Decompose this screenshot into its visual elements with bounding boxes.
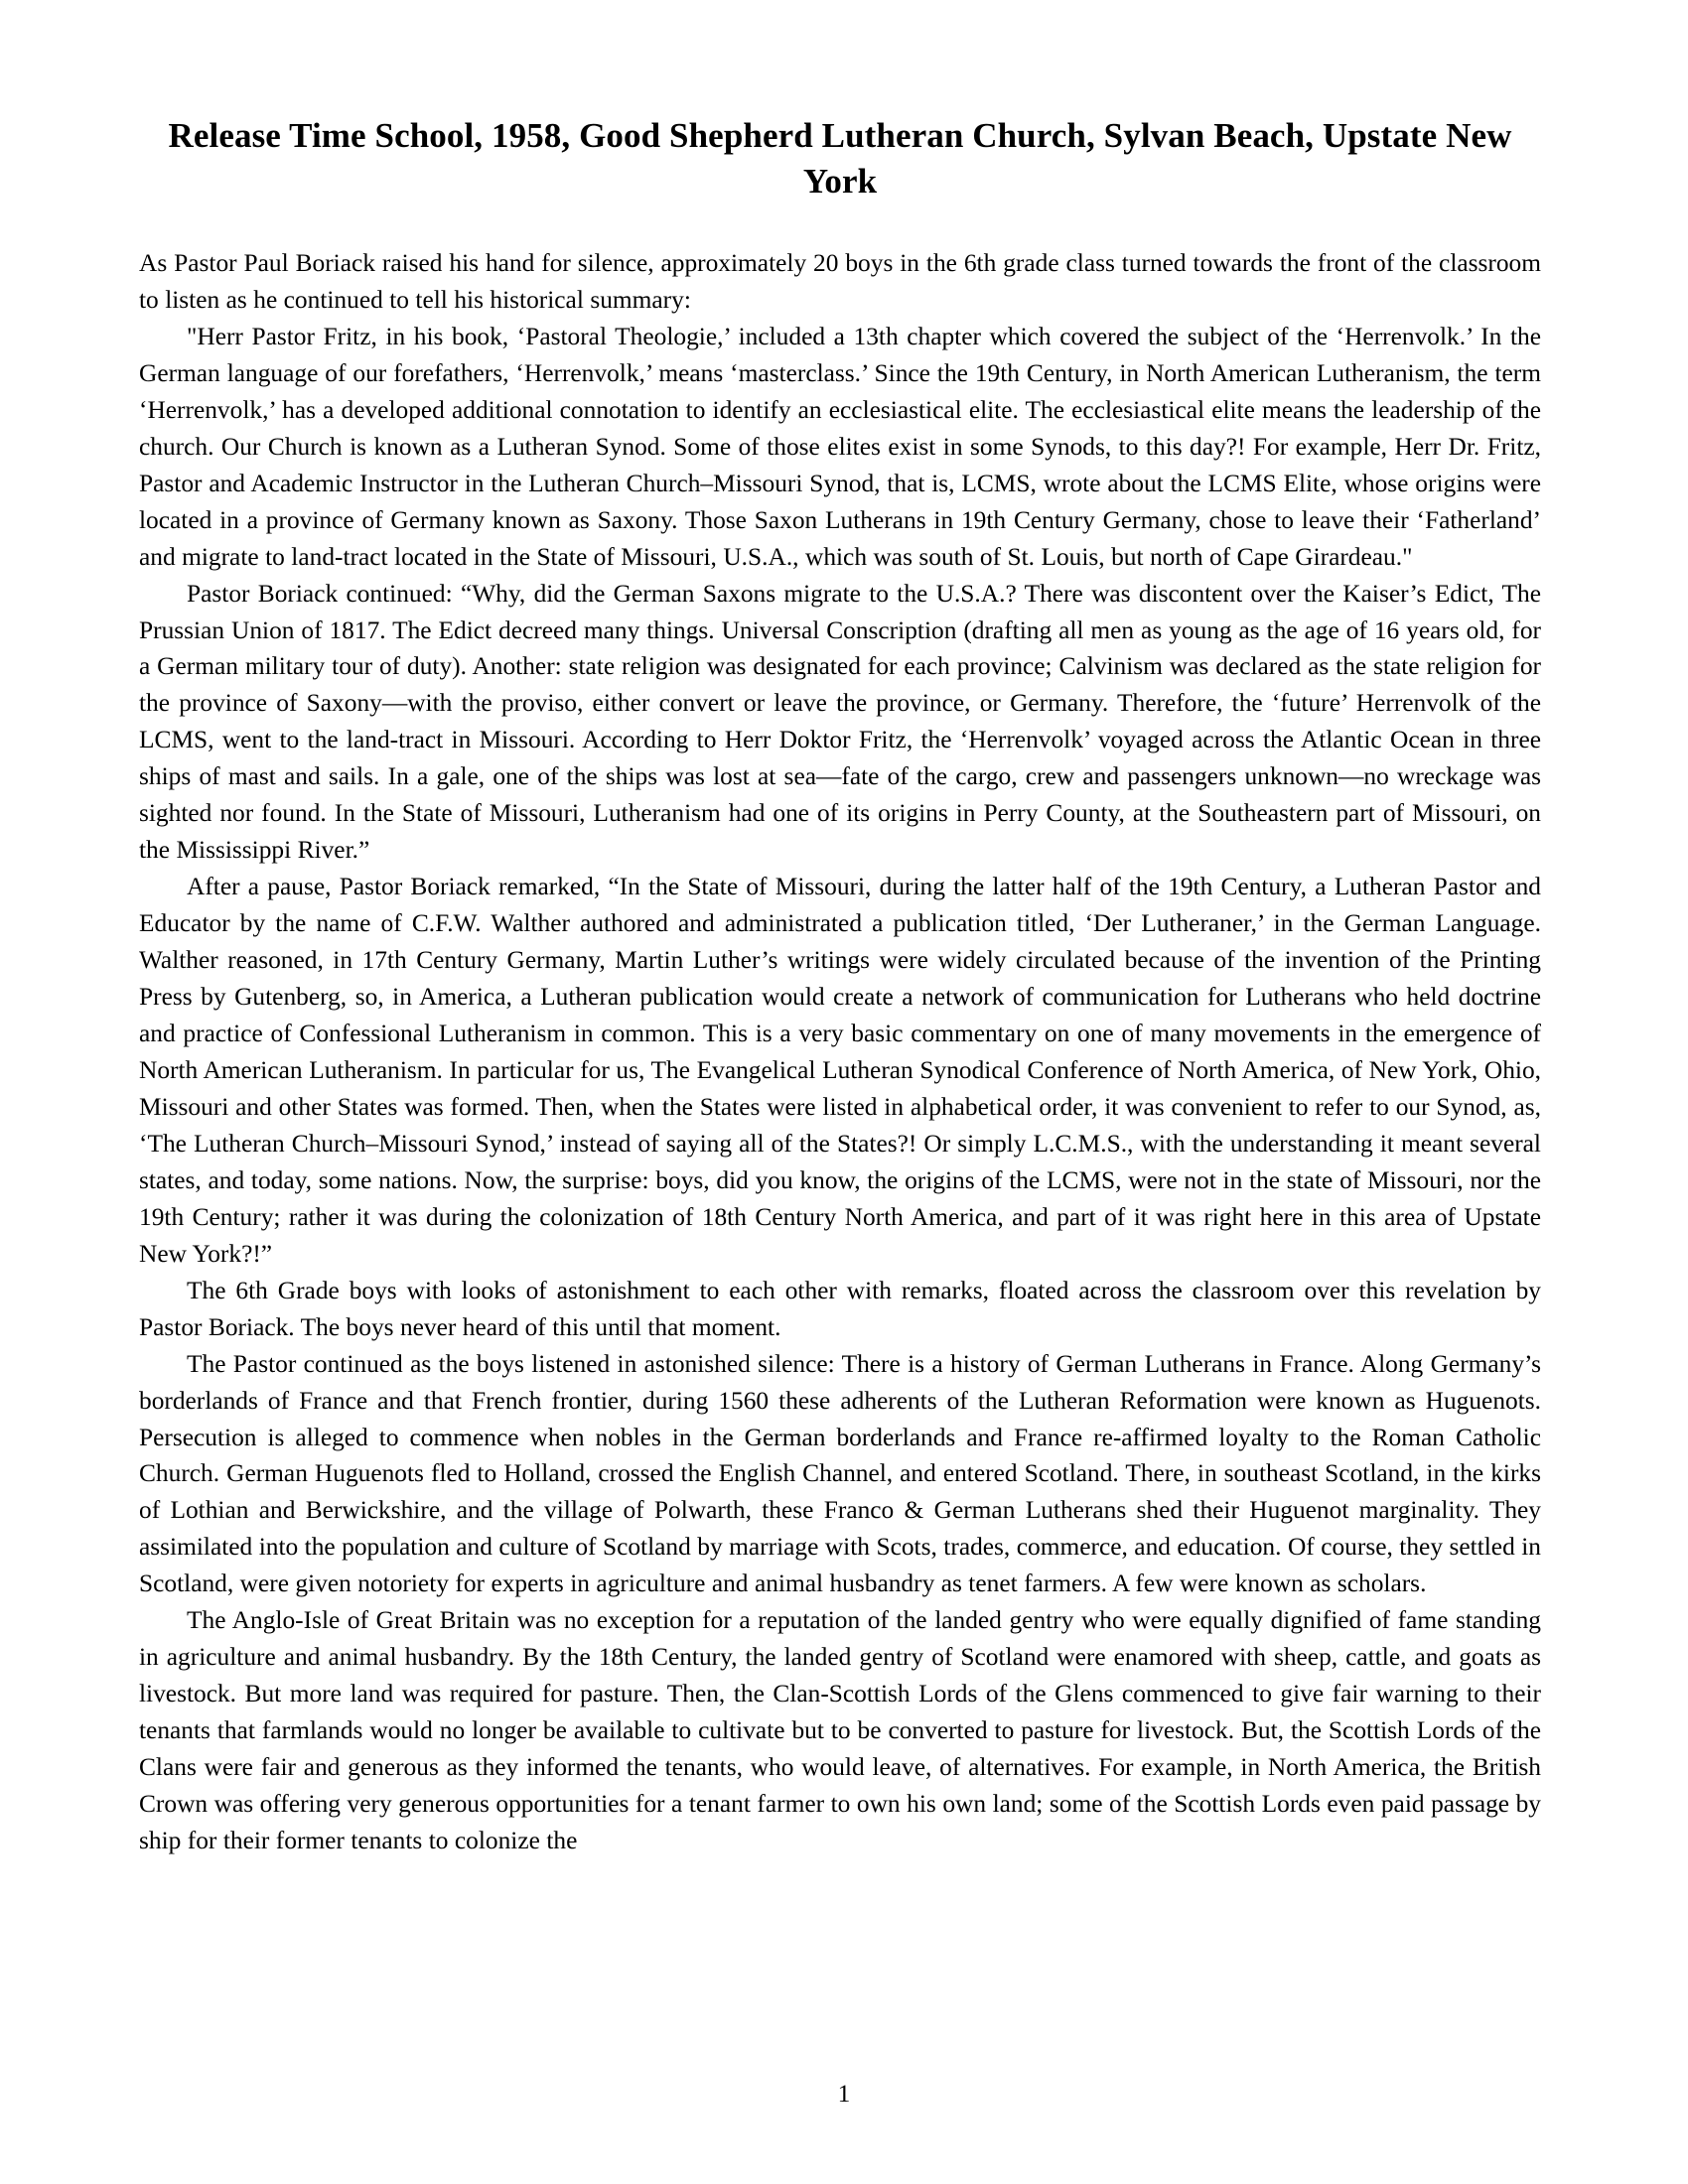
document-body [139,245,1541,1859]
page-number: 1 [837,2079,851,2108]
paragraph-2: "Herr Pastor Fritz, in his book, ‘Pastoral Theologie,’ included a 13th chapter which covered the subject of the ‘Herrenvolk.’ In the German language of our forefathers, ‘Herrenvolk,’ means ‘masterclass.’ Since the 19th Century, in North American Lutheranism, the term ‘Herrenvolk,’ has a developed additional connotation to identify an ecclesiastical elite. The ecclesiastical elite means the leadership of the church. Our Church is known as a Lutheran Synod. Some of those elites exist in some Synods, to this day?! For example, Herr Dr. Fritz, Pastor and Academic Instructor in the Lutheran Church–Missouri Synod, that is, LCMS, wrote about the LCMS Elite, whose origins were located in a province of Germany known as Saxony. Those Saxon Lutherans in 19th Century Germany, chose to leave their ‘Fatherland’ and migrate to land-tract located in the State of Missouri, U.S.A., which was south of St. Louis, but north of Cape Girardeau." [139,322,1541,571]
paragraph-4: After a pause, Pastor Boriack remarked, “In the State of Missouri, during the latter half of the 19th Century, a Lutheran Pastor and Educator by the name of C.F.W. Walther authored and administrated a publication titled, ‘Der Lutheraner,’ in the German Language. Walther reasoned, in 17th Century Germany, Martin Luther’s writings were widely circulated because of the invention of the Printing Press by Gutenberg, so, in America, a Lutheran publication would create a network of communication for Lutherans who held doctrine and practice of Confessional Lutheranism in common. This is a very basic commentary on one of many movements in the emergence of North American Lutheranism. In particular for us, The Evangelical Lutheran Synodical Conference of North America, of New York, Ohio, Missouri and other States was formed. Then, when the States were listed in alphabetical order, it was convenient to refer to our Synod, as, ‘The Lutheran Church–Missouri Synod,’ instead of saying all of the States?! Or simply L.C.M.S., with the understanding it meant several states, and today, some nations. Now, the surprise: boys, did you know, the origins of the LCMS, were not in the state of Missouri, nor the 19th Century; rather it was during the colonization of 18th Century North America, and part of it was right here in this area of Upstate New York?!” [139,873,1541,1268]
page-title: Release Time School, 1958, Good Shepherd Lutheran Church, Sylvan Beach, Upstate New York [168,116,1512,201]
paragraph-1: As Pastor Paul Boriack raised his hand for silence, approximately 20 boys in the 6th grade class turned towards the front of the classroom to listen as he continued to tell his historical summary: [139,249,1541,314]
paragraph-3: Pastor Boriack continued: “Why, did the German Saxons migrate to the U.S.A.? There was discontent over the Kaiser’s Edict, The Prussian Union of 1817. The Edict decreed many things. Universal Conscription (drafting all men as young as the age of 16 years old, for a German military tour of duty). Another: state religion was designated for each province; Calvinism was declared as the state religion for the province of Saxony—with the proviso, either convert or leave the province, or Germany. Therefore, the ‘future’ Herrenvolk of the LCMS, went to the land-tract in Missouri. According to Herr Doktor Fritz, the ‘Herrenvolk’ voyaged across the Atlantic Ocean in three ships of mast and sails. In a gale, one of the ships was lost at sea—fate of the cargo, crew and passengers unknown—no wreckage was sighted nor found. In the State of Missouri, Lutheranism had one of its origins in Perry County, at the Southeastern part of Missouri, on the Mississippi River.” [139,579,1541,865]
paragraph-5: The 6th Grade boys with looks of astonishment to each other with remarks, floated across the classroom over this revelation by Pastor Boriack. The boys never heard of this until that moment. [139,1276,1541,1341]
paragraph-7: The Anglo-Isle of Great Britain was no exception for a reputation of the landed gentry who were equally dignified of fame standing in agriculture and animal husbandry. By the 18th Century, the landed gentry of Scotland were enamored with sheep, cattle, and goats as livestock. But more land was required for pasture. Then, the Clan-Scottish Lords of the Glens commenced to give fair warning to their tenants that farmlands would no longer be available to cultivate but to be converted to pasture for livestock. But, the Scottish Lords of the Clans were fair and generous as they informed the tenants, who would leave, of alternatives. For example, in North America, the British Crown was offering very generous opportunities for a tenant farmer to own his own land; some of the Scottish Lords even paid passage by ship for their former tenants to colonize the [139,1606,1541,1854]
paragraph-6: The Pastor continued as the boys listened in astonished silence: There is a history of German Lutherans in France. Along Germany’s borderlands of France and that French frontier, during 1560 these adherents of the Lutheran Reformation were known as Huguenots. Persecution is alleged to commence when nobles in the German borderlands and France re-affirmed loyalty to the Roman Catholic Church. German Huguenots fled to Holland, crossed the English Channel, and entered Scotland. There, in southeast Scotland, in the kirks of Lothian and Berwickshire, and the village of Polwarth, these Franco & German Lutherans shed their Huguenot marginality. They assimilated into the population and culture of Scotland by marriage with Scots, trades, commerce, and education. Of course, they settled in Scotland, were given notoriety for experts in agriculture and animal husbandry as tenet farmers. A few were known as scholars. [139,1349,1541,1598]
